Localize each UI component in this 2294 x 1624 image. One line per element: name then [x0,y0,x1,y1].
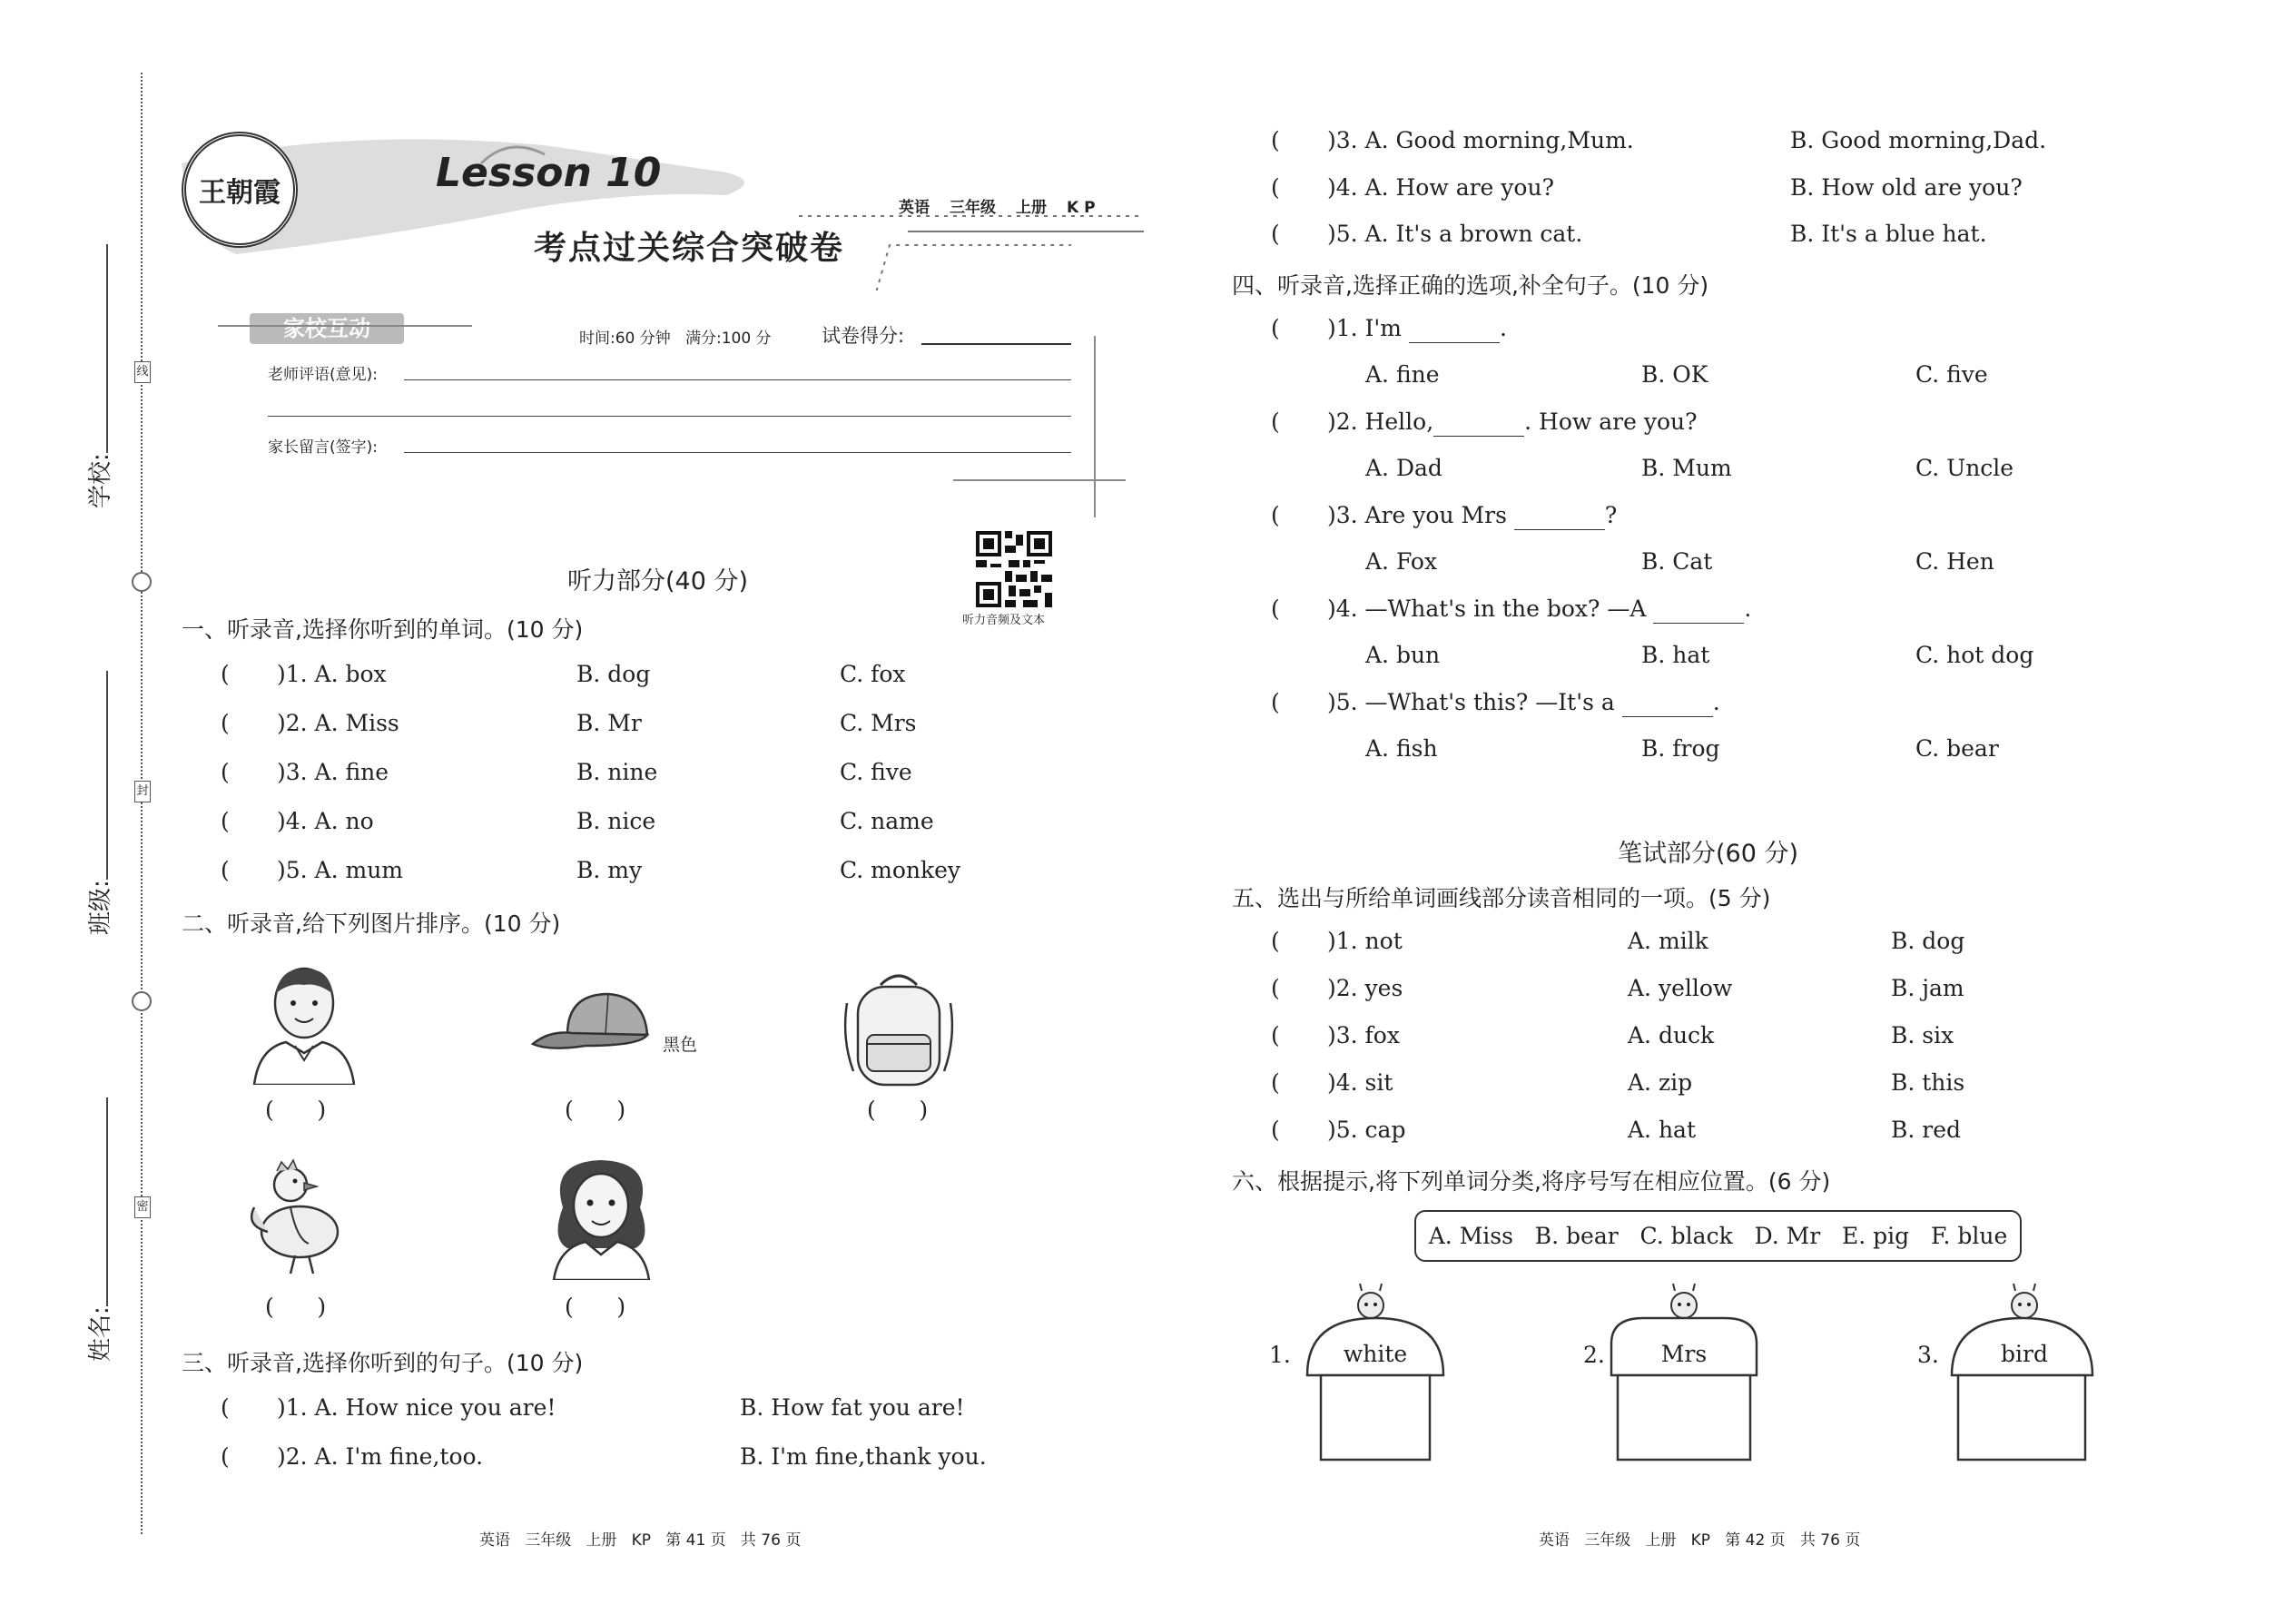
s1-q4-c[interactable]: C. name [840,808,934,834]
s4-q5-a[interactable]: A. fish [1365,735,1438,762]
seal-box-1: 线 [134,361,151,383]
option-a[interactable]: )4. A. no [277,808,374,834]
s3-q1-b[interactable]: B. How fat you are! [740,1394,965,1421]
answer-paren[interactable]: ( [221,857,230,883]
name-field[interactable] [82,1089,118,1362]
answer-paren[interactable]: ( [1271,315,1280,341]
answer-paren[interactable]: ( [1271,221,1280,247]
score-label: 试卷得分: [822,325,905,347]
s1-q3-b[interactable]: B. nine [576,759,658,785]
s5-q2: ( )2. yes [1271,975,1403,1001]
s4-q3-a[interactable]: A. Fox [1365,548,1438,575]
blank[interactable] [1622,689,1713,717]
answer-paren[interactable]: ( [1271,928,1280,954]
s4-q2: ( )2. Hello, . How are you? [1271,408,1698,435]
pic2-answer[interactable]: ( ) [565,1097,626,1123]
answer-paren[interactable]: ( [1271,595,1280,622]
s4-q4-a[interactable]: A. bun [1365,642,1441,668]
s5-title: 五、选出与所给单词画线部分读音相同的一项。(5 分) [1232,885,1771,911]
s4-q5: ( )5. —What's this? —It's a . [1271,689,1720,715]
option-a[interactable]: )5. A. It's a brown cat. [1327,221,1583,247]
s3-q2 [221,1443,483,1471]
option-a[interactable]: )1. A. box [277,661,387,687]
s5-q1: ( )1. not [1271,928,1403,954]
s4-q3-c[interactable]: C. Hen [1915,548,1994,575]
s1-q5 [221,857,403,884]
answer-paren[interactable]: ( [221,661,230,687]
s1-q2 [221,710,399,737]
house-1[interactable] [1298,1280,1452,1466]
s3-q4 [1271,174,1554,202]
parent-comment-label: 家长留言(签字): [268,438,378,457]
answer-paren[interactable]: ( [1271,1022,1280,1048]
s1-title: 一、听录音,选择你听到的单词。(10 分) [182,616,584,643]
s4-q5-c[interactable]: C. bear [1915,735,1999,762]
grade-tags: 英语 三年级 上册 KP [899,199,1101,217]
s5-q5-b[interactable]: B. red [1891,1117,1962,1143]
s3-q3 [1271,127,1634,154]
s1-q4-b[interactable]: B. nice [576,808,656,834]
seal-box-3: 密 [134,1196,151,1218]
blank[interactable] [1653,595,1744,624]
s5-q1-b[interactable]: B. dog [1891,928,1965,954]
answer-paren[interactable]: ( [1271,174,1280,201]
binding-hole-2 [132,991,152,1011]
s1-q1-b[interactable]: B. dog [576,661,651,687]
qr-code[interactable] [976,531,1052,607]
blank[interactable] [1514,502,1605,530]
writing-title: 笔试部分(60 分) [1618,840,1799,868]
s3-q2-b[interactable]: B. I'm fine,thank you. [740,1443,987,1470]
house-1-label: white [1343,1341,1408,1367]
teacher-comment-line-1[interactable] [404,379,1071,380]
s4-q3-b[interactable]: B. Cat [1641,548,1713,575]
option-a[interactable]: )5. A. mum [277,857,404,883]
school-field[interactable] [82,236,118,508]
jiaxiao-frame-bottom [953,479,1126,481]
teacher-comment-label: 老师评语(意见): [268,366,378,384]
answer-paren[interactable]: ( [1271,127,1280,153]
teacher-comment-line-2[interactable] [268,416,1071,417]
qr-caption: 听力音频及文本 [962,614,1046,627]
s2-title: 二、听录音,给下列图片排序。(10 分) [182,910,561,937]
pic1-answer[interactable]: ( ) [265,1097,327,1123]
exam-title: 考点过关综合突破卷 [534,229,845,267]
giraffe-icon [1358,1284,1383,1318]
house-2[interactable] [1607,1280,1761,1466]
blank[interactable] [1433,408,1524,437]
jiaxiao-frame-right [1094,336,1096,517]
s4-q4: ( )4. —What's in the box? —A . [1271,595,1752,622]
giraffe-icon [1671,1284,1697,1318]
jiaxiao-frame-top [218,325,472,327]
giraffe-icon [2012,1284,2037,1318]
s5-q4-b[interactable]: B. this [1891,1069,1965,1096]
s1-q2-b[interactable]: B. Mr [576,710,642,736]
lesson-title: Lesson 10 [436,150,662,196]
bird-picture [241,1157,359,1280]
s1-q1 [221,661,387,688]
s1-q5-b[interactable]: B. my [576,857,643,883]
s4-q4-b[interactable]: B. hat [1641,642,1710,668]
answer-paren[interactable]: ( [221,710,230,736]
s4-q2-b[interactable]: B. Mum [1641,455,1732,481]
s1-q3 [221,759,389,786]
s5-q5-a[interactable]: A. hat [1628,1117,1696,1143]
option-a[interactable]: )2. A. I'm fine,too. [277,1443,484,1470]
option-a[interactable]: )2. A. Miss [277,710,399,736]
listening-title: 听力部分(40 分) [567,567,749,595]
footer-right: 英语 三年级 上册 KP 第 42 页 共 76 页 [1539,1531,1861,1550]
pic4-answer[interactable]: ( ) [265,1294,327,1320]
s1-q2-c[interactable]: C. Mrs [840,710,917,736]
answer-paren[interactable]: ( [221,808,230,834]
brand-logo: 王朝霞 [182,132,298,248]
option-a[interactable]: )4. A. How are you? [1327,174,1554,201]
cap-color-label: 黑色 [663,1035,698,1055]
s4-q4-c[interactable]: C. hot dog [1915,642,2034,668]
score-field[interactable] [921,343,1071,345]
s3-q1 [221,1394,556,1422]
s5-q3-a[interactable]: A. duck [1628,1022,1715,1048]
house-1-number: 1. [1269,1342,1291,1368]
word-bank: A. Miss B. bear C. black D. Mr E. pig F. blue [1414,1210,2022,1262]
s1-q1-c[interactable]: C. fox [840,661,906,687]
s4-q2-a[interactable]: A. Dad [1365,455,1442,481]
school-label: 学校: [87,453,114,508]
s4-title: 四、听录音,选择正确的选项,补全句子。(10 分) [1232,272,1709,299]
s5-q4: ( )4. sit [1271,1069,1393,1096]
house-2-label: Mrs [1660,1341,1708,1367]
s4-q3: ( )3. Are you Mrs ? [1271,502,1618,528]
s5-q2-a[interactable]: A. yellow [1628,975,1733,1001]
answer-paren[interactable]: ( [221,1443,230,1470]
s3-q3-b[interactable]: B. Good morning,Dad. [1790,127,2047,153]
option-a[interactable]: )1. A. How nice you are! [277,1394,556,1421]
house-3[interactable] [1943,1280,2102,1466]
answer-paren[interactable]: ( [1271,975,1280,1001]
option-a[interactable]: )3. A. Good morning,Mum. [1327,127,1634,153]
s5-q3-b[interactable]: B. six [1891,1022,1954,1048]
answer-paren[interactable]: ( [221,759,230,785]
house-3-number: 3. [1917,1342,1939,1368]
answer-paren[interactable]: ( [221,1394,230,1421]
s3-q5-b[interactable]: B. It's a blue hat. [1790,221,1987,247]
answer-paren[interactable]: ( [1271,502,1280,528]
cap-picture [531,989,658,1062]
s3-title: 三、听录音,选择你听到的句子。(10 分) [182,1350,584,1376]
s5-q5: ( )5. cap [1271,1117,1406,1143]
pic3-answer[interactable]: ( ) [867,1097,929,1123]
house-3-label: bird [2001,1341,2048,1367]
s1-q5-c[interactable]: C. monkey [840,857,961,883]
blank[interactable] [1409,315,1500,343]
s5-q3: ( )3. fox [1271,1022,1400,1048]
jiaxiao-label: 家校互动 [250,313,404,344]
s3-q5 [1271,221,1582,248]
bag-picture [840,967,958,1089]
s4-q1-a[interactable]: A. fine [1365,361,1440,388]
name-label: 姓名: [87,1306,114,1362]
s6-title: 六、根据提示,将下列单词分类,将序号写在相应位置。(6 分) [1232,1168,1831,1195]
s1-q3-c[interactable]: C. five [840,759,912,785]
time-info: 时间:60 分钟 满分:100 分 [579,330,772,348]
class-field[interactable] [82,663,118,935]
s5-q2-b[interactable]: B. jam [1891,975,1964,1001]
man-picture [245,962,363,1085]
s4-q1-c[interactable]: C. five [1915,361,1988,388]
seal-box-2: 封 [134,781,151,802]
answer-paren[interactable]: ( [1271,689,1280,715]
parent-comment-line[interactable] [404,452,1071,453]
footer-left: 英语 三年级 上册 KP 第 41 页 共 76 页 [479,1531,802,1550]
s4-q2-c[interactable]: C. Uncle [1915,455,2014,481]
s4-q1-b[interactable]: B. OK [1641,361,1708,388]
house-2-number: 2. [1583,1342,1605,1368]
answer-paren[interactable]: ( [1271,1069,1280,1096]
answer-paren[interactable]: ( [1271,408,1280,435]
s4-q5-b[interactable]: B. frog [1641,735,1720,762]
answer-paren[interactable]: ( [1271,1117,1280,1143]
s4-q1: ( )1. I'm . [1271,315,1507,341]
pic5-answer[interactable]: ( ) [565,1294,626,1320]
binding-hole-1 [132,572,152,592]
woman-picture [545,1153,658,1280]
s3-q4-b[interactable]: B. How old are you? [1790,174,2023,201]
s5-q4-a[interactable]: A. zip [1628,1069,1693,1096]
class-label: 班级: [87,880,114,935]
s1-q4 [221,808,374,835]
s5-q1-a[interactable]: A. milk [1628,928,1708,954]
option-a[interactable]: )3. A. fine [277,759,389,785]
binding-dotted-line [141,73,143,1534]
